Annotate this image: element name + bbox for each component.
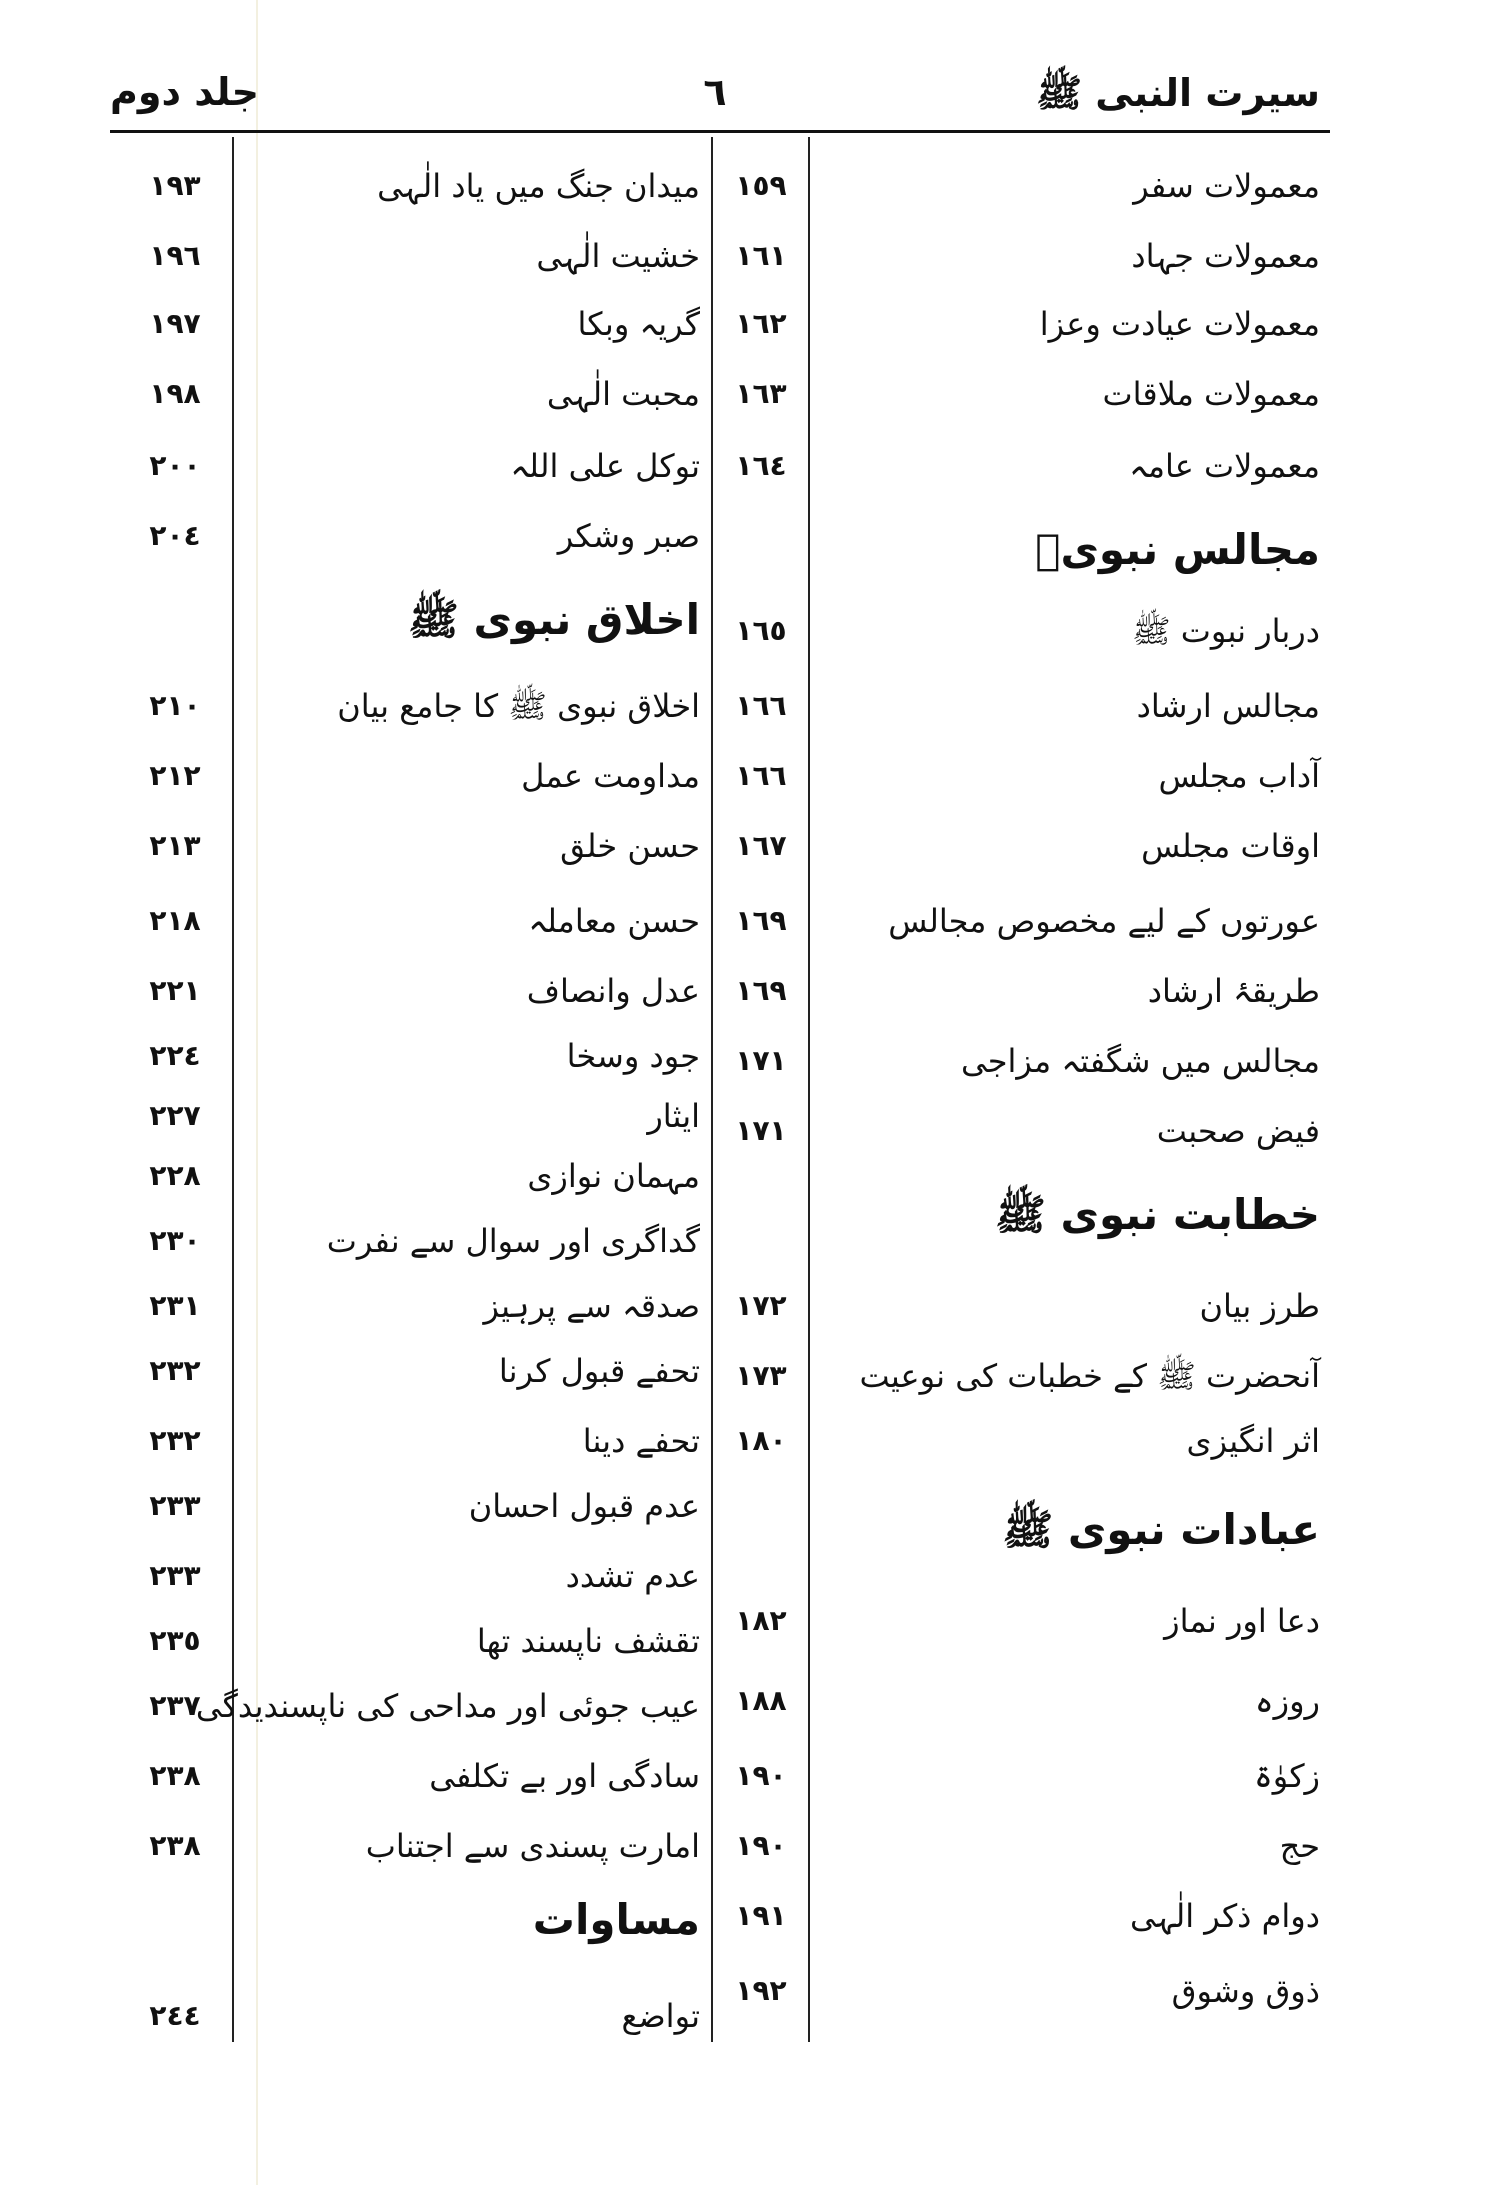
left-entry-title: صدقہ سے پرہیز: [483, 1287, 700, 1325]
left-entry-page: ٢١٢: [149, 759, 201, 792]
right-entry-page: ١٩٠: [735, 1759, 787, 1792]
left-entry-title: محبت الٰہی: [546, 375, 700, 413]
left-entry-title: جود وسخا: [566, 1037, 700, 1075]
scan-edge-mark: [256, 0, 258, 2185]
left-entry-title: مہمان نوازی: [527, 1157, 700, 1195]
left-entry-page: ١٩٧: [149, 307, 201, 340]
left-entry-title: عدل وانصاف: [526, 972, 700, 1010]
right-entry-page: ١٦٢: [735, 307, 787, 340]
right-entry-page: ١٩١: [735, 1899, 787, 1932]
right-entry-page: ١٦٣: [735, 377, 787, 410]
left-entry-title: ایثار: [647, 1097, 700, 1135]
left-entry-page: ٢٢٨: [149, 1159, 201, 1192]
right-entry-title: دربار نبوت ﷺ: [1131, 612, 1320, 650]
right-section-heading: مجالس نبویؐ: [1035, 525, 1320, 574]
left-entry-page: ٢٣٠: [149, 1224, 201, 1257]
right-entry-title: مجالس ارشاد: [1136, 687, 1320, 725]
left-entry-page: ٢٢٤: [149, 1039, 201, 1072]
right-entry-page: ١٦٥: [735, 614, 787, 647]
right-entry-title: ذوق وشوق: [1171, 1972, 1320, 2010]
right-entry-page: ١٨٢: [735, 1604, 787, 1637]
book-title: سیرت النبی ﷺ: [1036, 71, 1320, 115]
right-entry-title: اثر انگیزی: [1186, 1422, 1320, 1460]
left-entry-page: ٢١٠: [149, 689, 201, 722]
left-entry-title: گداگری اور سوال سے نفرت: [326, 1222, 700, 1260]
right-entry-title: دعا اور نماز: [1164, 1602, 1320, 1640]
right-entry-page: ١٧٣: [735, 1359, 787, 1392]
left-entry-title: اخلاق نبوی ﷺ کا جامع بیان: [337, 687, 700, 725]
left-entry-page: ٢٠٤: [149, 519, 201, 552]
right-entry-page: ١٦٩: [735, 904, 787, 937]
right-entry-title: زکوٰۃ: [1254, 1757, 1320, 1795]
left-entry-page: ٢٠٠: [149, 449, 201, 482]
right-entry-title: معمولات سفر: [1133, 167, 1320, 205]
left-entry-title: عدم قبول احسان: [468, 1487, 700, 1525]
left-entry-page: ١٩٨: [149, 377, 201, 410]
left-entry-title: مداومت عمل: [521, 757, 700, 795]
right-entry-page: ١٩٢: [735, 1974, 787, 2007]
left-entry-page: ٢٣١: [149, 1289, 201, 1322]
left-entry-title: تحفے قبول کرنا: [498, 1352, 700, 1390]
header-rule: [110, 130, 1330, 133]
right-entry-title: معمولات عیادت وعزا: [1039, 305, 1320, 343]
left-entry-page: ٢٣٢: [149, 1424, 201, 1457]
left-entry-title: امارت پسندی سے اجتناب: [365, 1827, 700, 1865]
left-entry-title: تحفے دینا: [582, 1422, 700, 1460]
volume-label: جلد دوم: [110, 70, 260, 114]
left-entry-title: عیب جوئی اور مداحی کی ناپسندیدگی: [195, 1687, 700, 1725]
right-entry-page: ١٦٤: [735, 449, 787, 482]
right-entry-page: ١٦١: [735, 239, 787, 272]
left-entry-title: گریہ وبکا: [577, 305, 700, 343]
left-entry-page: ١٩٦: [149, 239, 201, 272]
right-entry-page: ١٥٩: [735, 169, 787, 202]
left-entry-title: توکل علی اللہ: [510, 447, 700, 485]
right-entry-title: مجالس میں شگفتہ مزاجی: [961, 1042, 1320, 1080]
left-entry-title: میدان جنگ میں یاد الٰہی: [377, 167, 700, 205]
left-entry-page: ٢١٨: [149, 904, 201, 937]
right-entry-title: طرز بیان: [1199, 1287, 1320, 1325]
left-entry-page: ٢٤٤: [149, 1999, 201, 2032]
left-entry-title: سادگی اور بے تکلفی: [429, 1757, 700, 1795]
right-entry-title: حج: [1279, 1827, 1320, 1865]
right-entry-page: ١٧١: [735, 1114, 787, 1147]
right-entry-title: فیض صحبت: [1156, 1112, 1320, 1150]
right-entry-page: ١٦٩: [735, 974, 787, 1007]
page-number: ٦: [703, 70, 727, 114]
right-entry-title: روزہ: [1254, 1682, 1320, 1720]
left-entry-page: ٢٣٢: [149, 1354, 201, 1387]
left-entry-page: ٢١٣: [149, 829, 201, 862]
right-entry-page: ١٦٦: [735, 689, 787, 722]
left-entry-page: ٢٣٥: [149, 1624, 201, 1657]
left-section-heading: اخلاق نبوی ﷺ: [408, 595, 700, 644]
right-entry-page: ١٩٠: [735, 1829, 787, 1862]
right-entry-title: طریقۂ ارشاد: [1147, 972, 1320, 1010]
column-divider-right-pages: [808, 137, 810, 2042]
right-entry-title: آداب مجلس: [1158, 757, 1320, 795]
column-divider-left-pages: [232, 137, 234, 2042]
left-entry-page: ٢٣٨: [149, 1829, 201, 1862]
right-entry-title: معمولات عامہ: [1129, 447, 1320, 485]
left-entry-page: ١٩٣: [149, 169, 201, 202]
right-entry-title: دوام ذکر الٰہی: [1130, 1897, 1320, 1935]
left-section-heading: مساوات: [532, 1895, 700, 1944]
right-entry-page: ١٦٧: [735, 829, 787, 862]
right-entry-page: ١٧٢: [735, 1289, 787, 1322]
right-entry-title: عورتوں کے لیے مخصوص مجالس: [888, 902, 1320, 940]
right-entry-title: اوقات مجلس: [1141, 827, 1320, 865]
left-entry-page: ٢٣٧: [149, 1689, 201, 1722]
left-entry-title: تقشف ناپسند تھا: [476, 1622, 700, 1660]
left-entry-page: ٢٣٣: [149, 1489, 201, 1522]
right-section-heading: خطابت نبوی ﷺ: [995, 1190, 1320, 1239]
left-entry-title: تواضع: [621, 1997, 700, 2035]
left-entry-title: خشیت الٰہی: [536, 237, 700, 275]
right-entry-title: معمولات جہاد: [1131, 237, 1320, 275]
left-entry-title: حسن خلق: [560, 827, 700, 865]
column-divider-center: [711, 137, 713, 2042]
right-entry-page: ١٨٠: [735, 1424, 787, 1457]
left-entry-title: عدم تشدد: [565, 1557, 700, 1595]
right-entry-title: آنحضرت ﷺ کے خطبات کی نوعیت: [859, 1357, 1320, 1395]
left-entry-page: ٢٣٣: [149, 1559, 201, 1592]
right-entry-title: معمولات ملاقات: [1102, 375, 1320, 413]
right-entry-page: ١٦٦: [735, 759, 787, 792]
left-entry-page: ٢٣٨: [149, 1759, 201, 1792]
right-entry-page: ١٨٨: [735, 1684, 787, 1717]
left-entry-title: صبر وشکر: [557, 517, 700, 555]
left-entry-page: ٢٢١: [149, 974, 201, 1007]
right-section-heading: عبادات نبوی ﷺ: [1002, 1505, 1320, 1554]
left-entry-page: ٢٢٧: [149, 1099, 201, 1132]
right-entry-page: ١٧١: [735, 1044, 787, 1077]
left-entry-title: حسن معاملہ: [528, 902, 700, 940]
